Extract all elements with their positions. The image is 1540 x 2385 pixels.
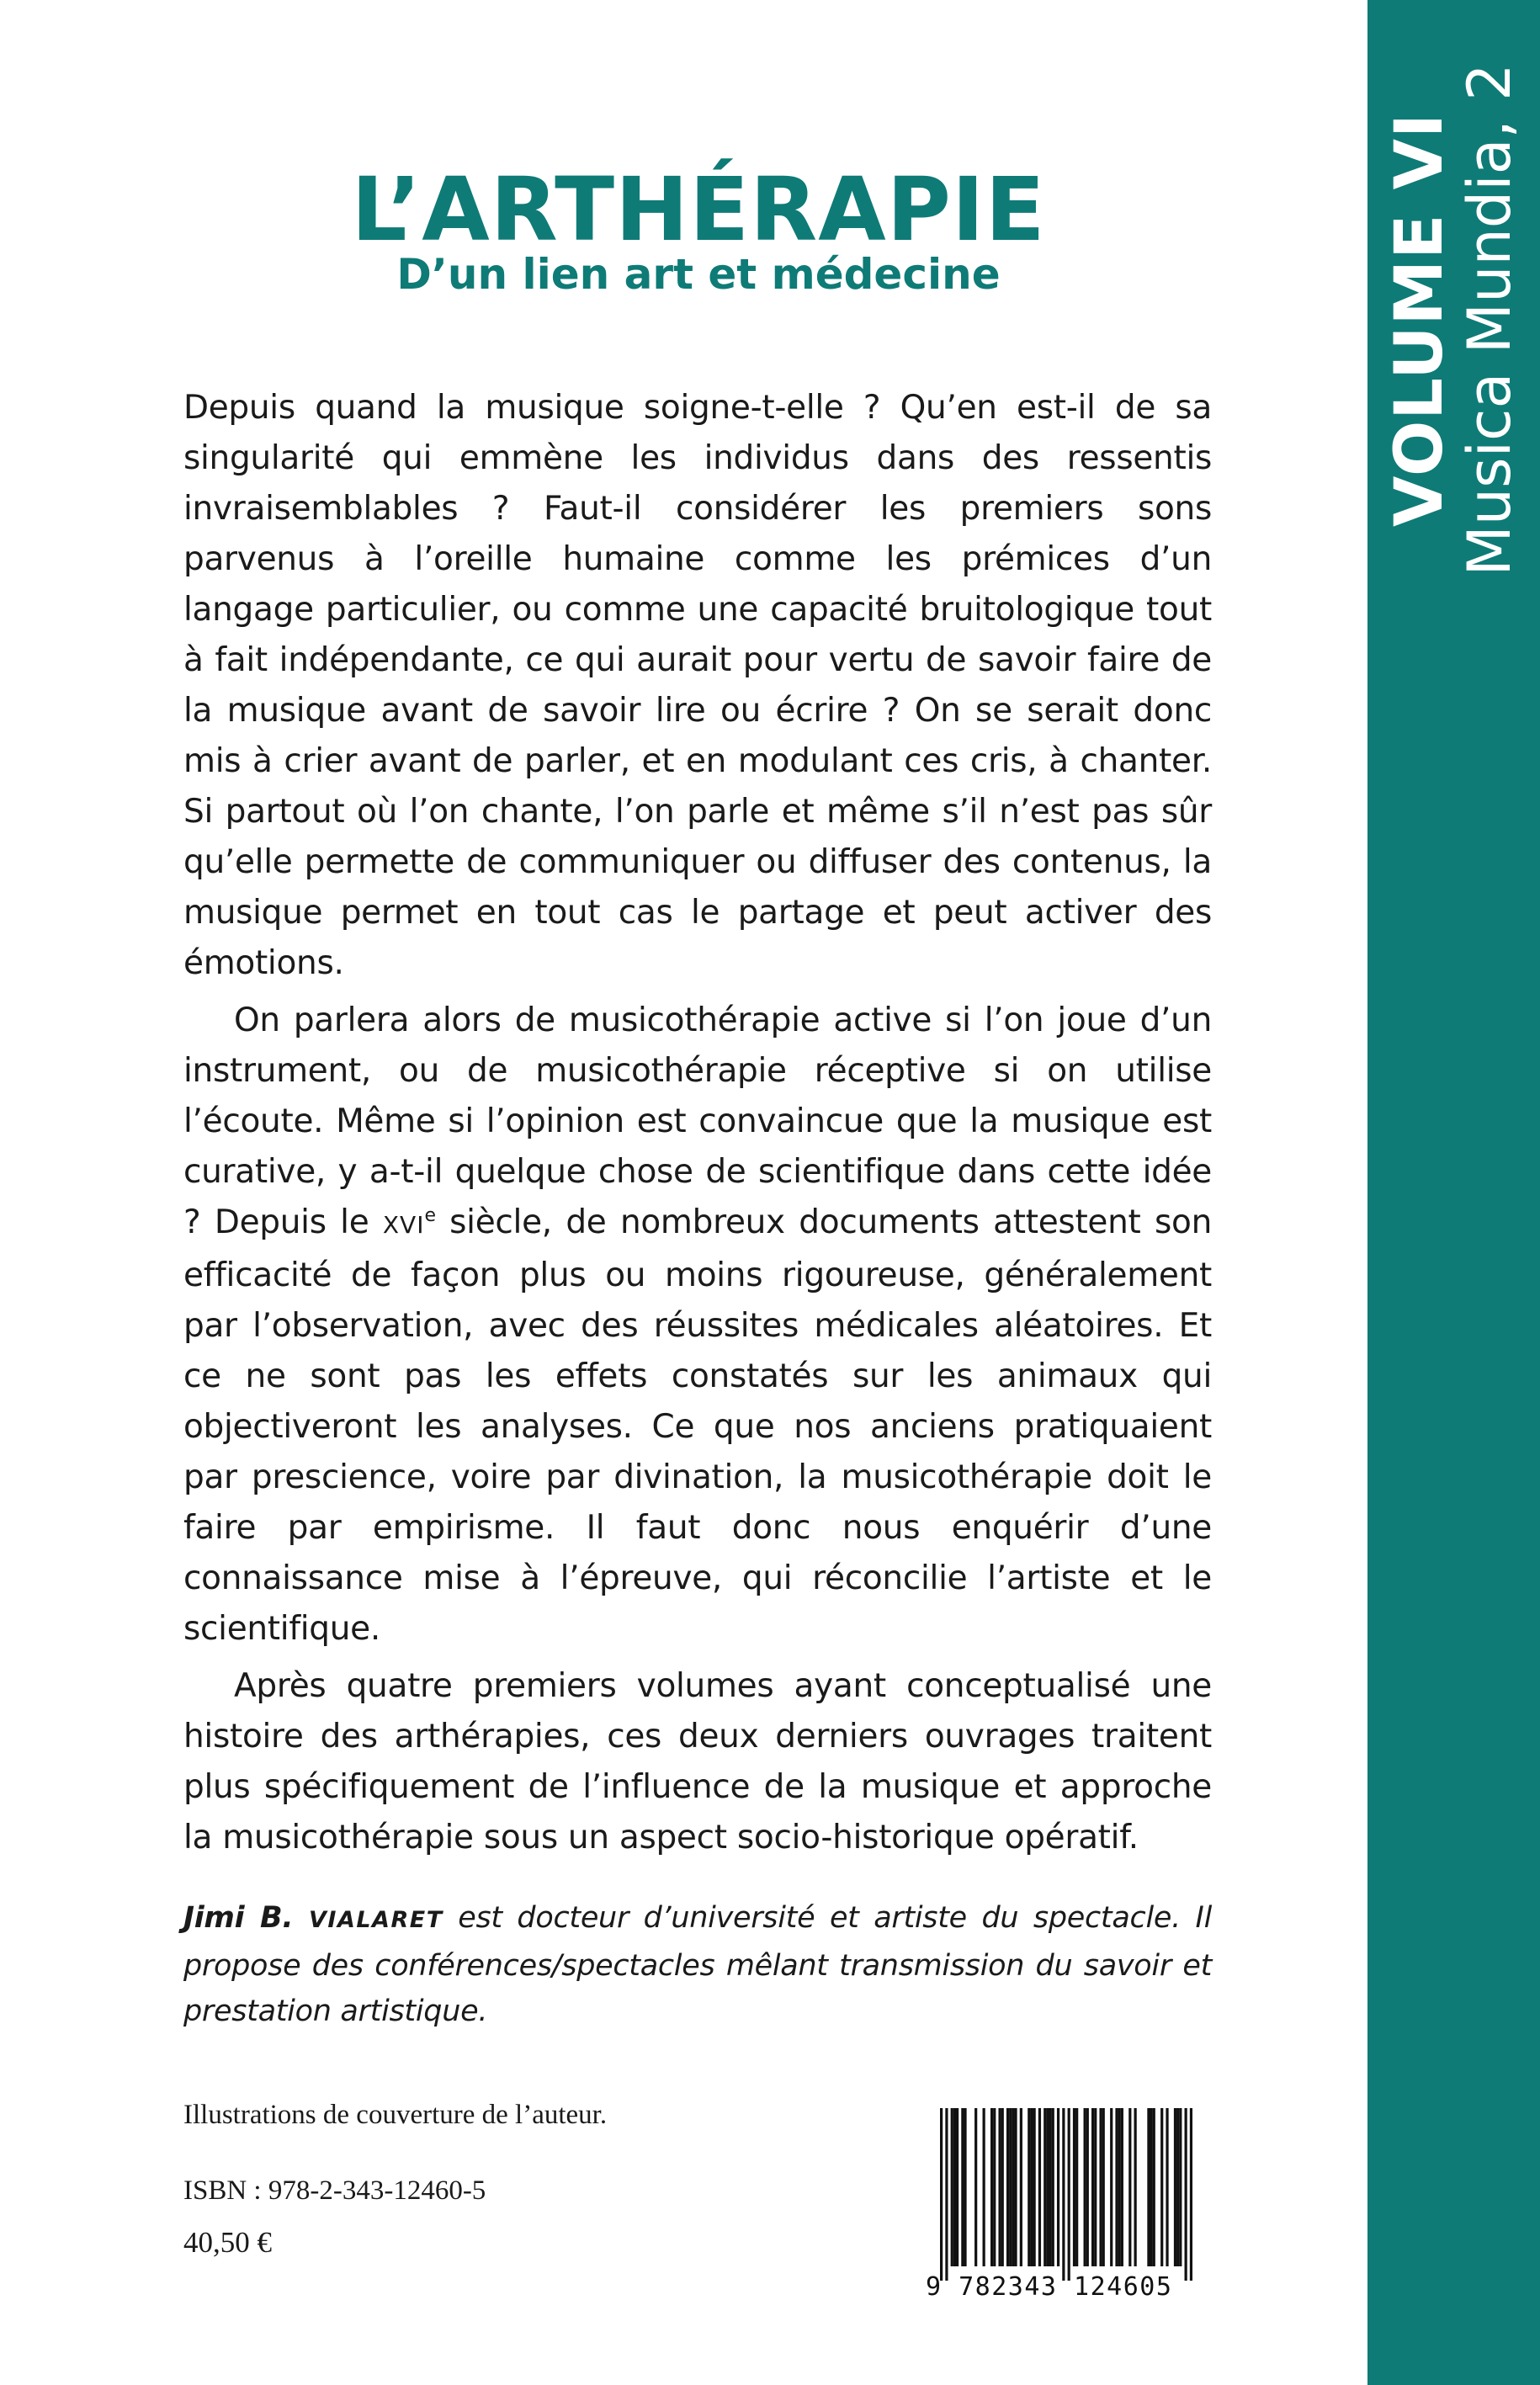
barcode-bar [1086, 2108, 1089, 2266]
barcode-bar [1073, 2108, 1075, 2266]
barcode [940, 2108, 1192, 2281]
barcode-bar [1134, 2108, 1137, 2266]
barcode-bar [1052, 2108, 1054, 2266]
price: 40,50 € [183, 2226, 272, 2259]
barcode-bar [1118, 2108, 1121, 2266]
barcode-bar [1001, 2108, 1004, 2266]
barcode-bar [940, 2108, 943, 2281]
author-first-name: Jimi B. [183, 1901, 310, 1935]
barcode-digits: 9 782343 124605 [926, 2272, 1173, 2302]
blurb [183, 383, 1212, 2034]
barcode-bar [990, 2108, 993, 2266]
barcode-bar [1043, 2108, 1046, 2266]
barcode-bar [1062, 2108, 1065, 2281]
barcode-bar [961, 2108, 964, 2266]
barcode-bar [1028, 2108, 1030, 2266]
barcode-bar [1176, 2108, 1179, 2266]
barcode-bar [998, 2108, 1001, 2266]
century-superscript: e [424, 1205, 436, 1226]
barcode-bar [1190, 2108, 1192, 2281]
barcode-bar [1115, 2108, 1118, 2266]
barcode-bar [1174, 2108, 1176, 2266]
volume-label: VOLUME VI [1382, 112, 1458, 528]
paragraph-2-part-b: siècle, de nombreux documents attestent son efficacité de façon plus ou moins rigoureuse, généralement par l’observation, avec des réussites médicales aléatoires. Et ce ne sont pas les effets constatés sur les animaux qui objectiveront les analyses. Ce que nos anciens pratiquaient par prescience, voire par divination, la musicothérapie doit le faire par empirisme. Il faut donc nous enquérir d’une connaissance mise à l’épreuve, qui réconcilie l’artiste et le scientifique. [183, 1203, 1212, 1648]
barcode-bar [951, 2108, 953, 2266]
barcode-bar [1006, 2108, 1009, 2266]
barcode-bar [993, 2108, 996, 2266]
author-bio-text: est docteur d’université et artiste du spectacle. Il propose des conférences/spectacles mêlant transmission du savoir et prestation artistique. [183, 1901, 1212, 2028]
barcode-bar [974, 2108, 977, 2266]
barcode-bar [1020, 2108, 1022, 2266]
barcode-bar [1150, 2108, 1152, 2266]
barcode-bar [1009, 2108, 1012, 2266]
barcode-bar [945, 2108, 948, 2281]
barcode-bar [1057, 2108, 1059, 2266]
barcode-bar [1166, 2108, 1168, 2266]
barcode-bar [964, 2108, 966, 2266]
barcode-bar [956, 2108, 959, 2266]
barcode-bar [1121, 2108, 1123, 2266]
author-bio [183, 1895, 1212, 2034]
barcode-bar [953, 2108, 956, 2266]
barcode-bar [1012, 2108, 1014, 2266]
book-subtitle: D’un lien art et médecine [396, 250, 1001, 299]
barcode-bar [1075, 2108, 1078, 2266]
barcode-bar [1128, 2108, 1131, 2266]
blurb-paragraph-1: Depuis quand la musique soigne-t-elle ? Qu’en est-il de sa singularité qui emmène les individus dans des ressentis invraisemblables ? Faut-il considérer les premiers sons parvenus à l’oreille humaine comme les prémices d’un langage particulier, ou comme une capacité bruitologique tout à fait indépendante, ce qui aurait pour vertu de savoir faire de la musique avant de savoir lire ou écrire ? On se serait donc mis à crier avant de parler, et en modulant ces cris, à chanter. Si partout où l’on chante, l’on parle et même s’il n’est pas sûr qu’elle permette de communiquer ou diffuser des contenus, la musique permet en tout cas le partage et peut activer des émotions. [183, 389, 1212, 982]
barcode-bar [983, 2108, 985, 2266]
barcode-bar [1102, 2108, 1105, 2266]
barcode-bar [1091, 2108, 1094, 2266]
spine-text [1383, 63, 1523, 576]
barcode-bar [1185, 2108, 1187, 2281]
barcode-bar [1014, 2108, 1017, 2266]
century-numeral: XVI [382, 1211, 425, 1239]
barcode-bar [1160, 2108, 1163, 2266]
paragraph-2-part-a: On parlera alors de musicothérapie active si l’on joue d’un instrument, ou de musicothérapie réceptive si on utilise l’écoute. Même si l’opinion est convaincue que la musique est curative, y a-t-il quelque chose de scientifique dans cette idée ? Depuis le [183, 1001, 1212, 1241]
book-title: L’ARTHÉRAPIE [351, 158, 1046, 261]
barcode-bar [1094, 2108, 1097, 2266]
isbn: ISBN : 978-2-343-12460-5 [183, 2175, 486, 2206]
barcode-bar [1068, 2108, 1070, 2281]
barcode-bar [1110, 2108, 1113, 2266]
blurb-paragraph-2 [183, 996, 1212, 1655]
barcode-bar [1084, 2108, 1086, 2266]
author-last-name: VIALARET [309, 1907, 443, 1933]
barcode-bar [1147, 2108, 1150, 2266]
series-label: Musica Mundia, 2 [1455, 63, 1524, 576]
barcode-bar [1033, 2108, 1036, 2266]
barcode-bar [1038, 2108, 1041, 2266]
barcode-bar [1179, 2108, 1182, 2266]
cover-credit: Illustrations de couverture de l’auteur. [183, 2100, 608, 2130]
blurb-paragraph-3: Après quatre premiers volumes ayant conceptualisé une histoire des arthérapies, ces deux derniers ouvrages traitent plus spécifiquement de l’influence de la musique et approche la musicothérapie sous un aspect socio-historique opératif. [183, 1667, 1212, 1856]
barcode-bar [1049, 2108, 1051, 2266]
barcode-bar [1030, 2108, 1033, 2266]
barcode-bar [1153, 2108, 1155, 2266]
barcode-bar [1046, 2108, 1049, 2266]
barcode-bar [1099, 2108, 1102, 2266]
